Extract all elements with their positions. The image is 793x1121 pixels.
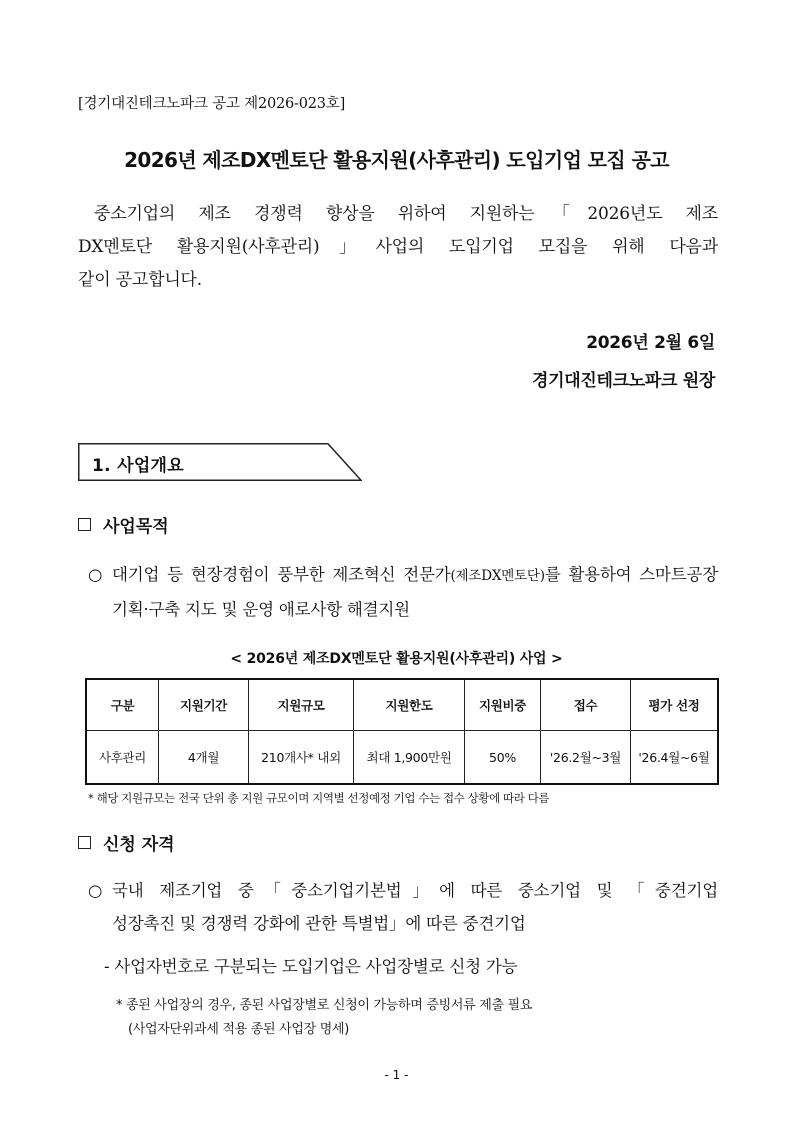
circle-bullet-icon: ○ [88, 565, 103, 584]
eligibility-dash-item: - 사업자번호로 구분되는 도입기업은 사업장별로 신청 가능 [104, 957, 518, 976]
table-footnote: * 해당 지원규모는 전국 단위 총 지원 규모이며 지역별 선정예정 기업 수는 접수 상황에 따라 다름 [88, 791, 550, 805]
page-number: - 1 - [384, 1068, 409, 1082]
issuer-name: 경기대진테크노파크 원장 [532, 371, 715, 391]
summary-table [85, 678, 719, 785]
intro-paragraph [78, 198, 718, 297]
square-bullet-icon [78, 518, 91, 531]
table-header-cell: 지원비중 [465, 679, 541, 731]
table-header-cell: 지원기간 [159, 679, 249, 731]
table-row [86, 731, 718, 785]
table-cell: 210개사* 내외 [249, 731, 354, 785]
purpose-bullet [88, 558, 718, 626]
document-title: 2026년 제조DX멘토단 활용지원(사후관리) 도입기업 모집 공고 [124, 148, 669, 172]
eligibility-heading-label: 신청 자격 [103, 835, 175, 855]
eligibility-heading [78, 830, 175, 855]
square-bullet-icon [78, 836, 91, 849]
table-header-row [86, 679, 718, 731]
announcement-date: 2026년 2월 6일 [586, 333, 715, 353]
purpose-heading [78, 512, 169, 537]
intro-line: 같이 공고합니다. [78, 270, 202, 290]
notice-number: [경기대진테크노파크 공고 제2026-023호] [78, 96, 346, 112]
eligibility-line: 성장촉진 및 경쟁력 강화에 관한 특별법」에 따른 중견기업 [112, 914, 526, 933]
eligibility-bullet [88, 874, 718, 940]
table-cell: 사후관리 [86, 731, 159, 785]
table-header-cell: 구분 [86, 679, 159, 731]
eligibility-line: 국내 제조기업 중「중소기업기본법」에 따른 중소기업 및 「중견기업 [112, 881, 718, 900]
table-header-cell: 접수 [541, 679, 631, 731]
table-caption: < 2026년 제조DX멘토단 활용지원(사후관리) 사업 > [230, 651, 563, 667]
footnote-line: (사업자단위과세 적용 종된 사업장 명세) [128, 1022, 350, 1037]
eligibility-footnote [116, 994, 532, 1042]
table-header-cell: 평가 선정 [631, 679, 719, 731]
table-header-cell: 지원한도 [354, 679, 465, 731]
section-heading-tab [78, 443, 362, 481]
purpose-text [112, 558, 718, 626]
table-cell: '26.4월~6월 [631, 731, 719, 785]
table-cell: '26.2월~3월 [541, 731, 631, 785]
intro-line: DX멘토단 활용지원(사후관리)」사업의 도입기업 모집을 위해 다음과 [78, 237, 718, 257]
purpose-text-part: 대기업 등 현장경험이 풍부한 제조혁신 전문가 [112, 565, 451, 584]
eligibility-text [112, 874, 718, 940]
purpose-text-part: 를 활용하여 스마트공장 기획·구축 지도 및 운영 애로사항 해결지원 [112, 565, 719, 619]
table-cell: 4개월 [159, 731, 249, 785]
purpose-heading-label: 사업목적 [103, 517, 169, 537]
circle-bullet-icon: ○ [88, 881, 103, 900]
purpose-text-small: (제조DX멘토단) [450, 568, 545, 584]
table-cell: 50% [465, 731, 541, 785]
section-title: 1. 사업개요 [92, 456, 184, 476]
intro-line: 중소기업의 제조 경쟁력 향상을 위하여 지원하는「2026년도 제조 [94, 204, 718, 224]
table-header-cell: 지원규모 [249, 679, 354, 731]
footnote-line: * 종된 사업장의 경우, 종된 사업장별로 신청이 가능하며 증빙서류 제출 필요 [116, 998, 533, 1013]
table-cell: 최대 1,900만원 [354, 731, 465, 785]
